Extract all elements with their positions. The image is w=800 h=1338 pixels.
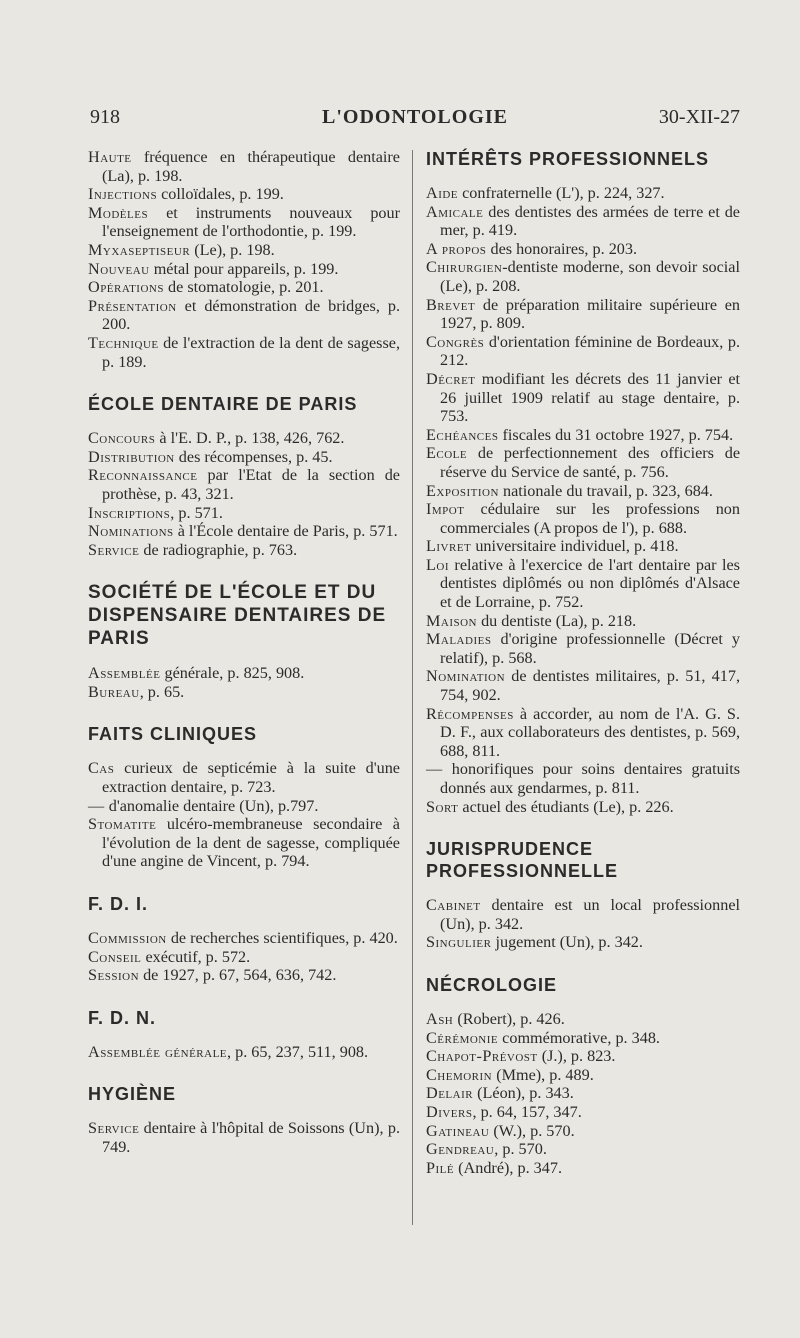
entry-text: honorifiques pour soins dentaires gratuits donnés aux gendarmes, p. 811.	[440, 760, 740, 797]
entry-text: jugement (Un), p. 342.	[491, 933, 643, 952]
left-column	[88, 148, 400, 1157]
entry-text: cédulaire sur les professions non commerciales (A propos de l'), p. 688.	[440, 500, 740, 537]
index-entry	[88, 929, 400, 948]
entry-text: , p. 64, 157, 347.	[472, 1102, 582, 1121]
index-entry	[426, 240, 740, 259]
page-number: 918	[90, 106, 120, 128]
entry-text: des dentistes des armées de terre et de mer, p. 419.	[440, 202, 740, 240]
entry-text: métal pour appareils, p. 199.	[149, 259, 339, 278]
index-entry	[426, 258, 740, 295]
entry-text: , p. 65.	[139, 682, 185, 701]
entry-text: (Mme), p. 489.	[492, 1065, 594, 1084]
entry-keyword: Amicale	[426, 202, 484, 221]
entry-text: à l'École dentaire de Paris, p. 571.	[173, 522, 398, 541]
index-entry	[426, 1010, 740, 1029]
entry-list	[88, 664, 400, 701]
index-entry	[88, 522, 400, 541]
entry-text: de radiographie, p. 763.	[139, 540, 298, 559]
entry-keyword: A propos	[426, 239, 487, 258]
entry-list	[88, 759, 400, 871]
entry-text: par l'Etat de la section de prothèse, p. 43, 321.	[102, 466, 400, 503]
entry-keyword: Congrès	[426, 332, 485, 351]
entry-keyword: Maladies	[426, 630, 492, 649]
entry-text: à l'E. D. P., p. 138, 426, 762.	[155, 429, 345, 448]
index-entry	[88, 664, 400, 683]
index-entry	[426, 1084, 740, 1103]
index-entry	[426, 1103, 740, 1122]
index-entry	[426, 667, 740, 704]
index-entry	[426, 933, 740, 952]
entry-text: , p. 65, 237, 511, 908.	[227, 1042, 369, 1061]
entry-list	[88, 148, 400, 371]
index-entry	[88, 759, 400, 796]
entry-keyword: Divers	[426, 1102, 473, 1121]
entry-text: fréquence en thérapeutique dentaire (La), p. 198.	[102, 148, 400, 185]
index-entry	[426, 444, 740, 481]
entry-keyword: Aide	[426, 184, 459, 202]
index-entry	[426, 630, 740, 667]
section-heading: HYGIÈNE	[88, 1084, 177, 1105]
entry-text: nationale du travail, p. 323, 684.	[498, 481, 713, 500]
entry-keyword: Nouveau	[88, 259, 150, 278]
index-entry	[426, 333, 740, 370]
entry-text: (Robert), p. 426.	[453, 1009, 565, 1028]
index-entry	[426, 537, 740, 556]
entry-keyword: Commission	[88, 929, 167, 948]
index-entry	[426, 482, 740, 501]
entry-text: actuel des étudiants (Le), p. 226.	[458, 797, 674, 816]
entry-text: ulcéro-membraneuse secondaire à l'évolution de la dent de sagesse, compliquée d'une angine de Vincent, p. 794.	[102, 815, 400, 871]
running-header	[90, 106, 740, 136]
index-entry	[426, 1047, 740, 1066]
entry-keyword: Inscriptions	[88, 503, 171, 522]
entry-text: de perfectionnement des officiers de réserve du Service de santé, p. 756.	[440, 444, 740, 481]
entry-text: dentaire à l'hôpital de Soissons (Un), p. 749.	[102, 1119, 400, 1156]
entry-keyword: Injections	[88, 185, 158, 204]
index-entry	[88, 297, 400, 334]
index-entry	[88, 1043, 400, 1062]
entry-keyword: Reconnaissance	[88, 466, 198, 485]
section-heading: F. D. I.	[88, 894, 149, 915]
entry-keyword: Gendreau	[426, 1140, 495, 1159]
right-column	[426, 148, 740, 1177]
section-heading: FAITS CLINIQUES	[88, 724, 258, 745]
entry-keyword: Session	[88, 966, 140, 985]
section-heading: SOCIÉTÉ DE L'ÉCOLE ET DU DISPENSAIRE DENTAIRES DE PARIS	[88, 582, 387, 650]
entry-text: , p. 570.	[494, 1140, 547, 1159]
index-entry	[88, 448, 400, 467]
index-entry	[88, 966, 400, 985]
entry-text: curieux de septicémie à la suite d'une extraction dentaire, p. 723.	[102, 759, 400, 797]
entry-list	[88, 929, 400, 985]
entry-keyword: Technique	[88, 333, 159, 352]
section-heading: NÉCROLOGIE	[426, 974, 558, 995]
entry-text: générale, p. 825, 908.	[160, 664, 305, 683]
entry-keyword: Concours	[88, 429, 156, 448]
index-entry	[426, 426, 740, 445]
index-entry	[88, 204, 400, 241]
index-entry	[88, 148, 400, 185]
index-entry	[426, 500, 740, 537]
index-entry	[88, 1119, 400, 1156]
entry-text: (André), p. 347.	[454, 1158, 562, 1177]
entry-keyword: Ash	[426, 1009, 454, 1028]
entry-keyword: Récompenses	[426, 704, 514, 723]
entry-text: de stomatologie, p. 201.	[163, 278, 324, 297]
entry-text: (Le), p. 198.	[190, 240, 275, 259]
entry-keyword: —	[426, 760, 443, 779]
index-entry	[426, 1066, 740, 1085]
entry-text: universitaire individuel, p. 418.	[471, 537, 679, 556]
entry-keyword: Pilé	[426, 1158, 455, 1177]
index-entry	[426, 705, 740, 761]
entry-keyword: Brevet	[426, 295, 476, 314]
entry-text: de préparation militaire supérieure en 1927, p. 809.	[440, 295, 740, 333]
entry-keyword: Exposition	[426, 481, 499, 500]
entry-text: commémorative, p. 348.	[498, 1028, 660, 1047]
entry-text: confraternelle (L'), p. 224, 327.	[458, 184, 665, 202]
index-entry	[426, 556, 740, 612]
entry-keyword: Opérations	[88, 278, 164, 297]
index-entry	[88, 241, 400, 260]
index-entry	[426, 612, 740, 631]
entry-keyword: Livret	[426, 537, 472, 556]
entry-keyword: Distribution	[88, 447, 175, 466]
index-entry	[426, 1122, 740, 1141]
section-heading: INTÉRÊTS PROFESSIONNELS	[426, 149, 710, 169]
entry-text: , p. 571.	[170, 503, 223, 522]
entry-text: des honoraires, p. 203.	[486, 239, 638, 258]
entry-keyword: Conseil	[88, 947, 142, 966]
entry-text: du dentiste (La), p. 218.	[477, 611, 637, 630]
entry-keyword: Sort	[426, 797, 459, 816]
entry-keyword: Service	[88, 1119, 140, 1138]
entry-list	[88, 429, 400, 559]
entry-text: de l'extraction de la dent de sagesse, p. 189.	[102, 333, 400, 371]
entry-text: dentaire est un local professionnel (Un), p. 342.	[440, 896, 740, 933]
entry-text: exécutif, p. 572.	[141, 947, 251, 966]
entry-text: modifiant les décrets des 11 janvier et 26 juillet 1909 relatif au stage dentaire, p. 753.	[440, 369, 740, 426]
entry-keyword: Ecole	[426, 444, 468, 463]
entry-text: et démonstration de bridges, p. 200.	[102, 296, 400, 334]
entry-keyword: Cas	[88, 759, 115, 778]
entry-list	[88, 1119, 400, 1156]
journal-title: L'ODONTOLOGIE	[321, 106, 508, 128]
entry-text: (Léon), p. 343.	[473, 1084, 574, 1103]
index-entry	[426, 1029, 740, 1048]
entry-keyword: Chirurgien	[426, 258, 503, 277]
index-entry	[426, 296, 740, 333]
entry-list	[426, 184, 740, 816]
index-entry	[426, 1159, 740, 1178]
index-entry	[88, 815, 400, 871]
entry-text: (J.), p. 823.	[537, 1047, 616, 1066]
entry-keyword: Stomatite	[88, 815, 157, 834]
section-heading: ÉCOLE DENTAIRE DE PARIS	[88, 394, 358, 415]
entry-text: d'origine professionnelle (Décret y relatif), p. 568.	[440, 630, 740, 667]
index-entry	[88, 797, 400, 816]
index-entry	[88, 541, 400, 560]
section-heading: F. D. N.	[88, 1007, 157, 1028]
index-entry	[88, 466, 400, 503]
index-entry	[88, 948, 400, 967]
entry-keyword: Myxaseptiseur	[88, 240, 191, 259]
entry-list	[426, 896, 740, 952]
entry-keyword: Gatineau	[426, 1121, 490, 1140]
entry-keyword: Chapot-Prévost	[426, 1047, 538, 1066]
index-entry	[88, 683, 400, 702]
issue-date: 30-XII-27	[658, 106, 740, 128]
entry-keyword: Cérémonie	[426, 1028, 499, 1047]
entry-keyword: Assemblée générale	[88, 1042, 228, 1061]
index-entry	[426, 184, 740, 203]
index-entry	[426, 370, 740, 426]
index-entry	[88, 185, 400, 204]
entry-text: de 1927, p. 67, 564, 636, 742.	[139, 966, 337, 985]
entry-keyword: Présentation	[88, 296, 177, 315]
index-entry	[88, 278, 400, 297]
index-entry	[426, 760, 740, 797]
entry-keyword: Delair	[426, 1084, 474, 1103]
entry-keyword: Assemblée	[88, 664, 161, 683]
entry-text: relative à l'exercice de l'art dentaire par les dentistes diplômés ou non diplômés d'Alsace et de Lorraine, p. 752.	[440, 555, 740, 612]
index-entry	[426, 896, 740, 933]
column-divider	[412, 150, 413, 1225]
entry-keyword: Nomination	[426, 667, 506, 686]
index-entry	[88, 260, 400, 279]
entry-text: d'orientation féminine de Bordeaux, p. 212.	[440, 332, 740, 370]
entry-keyword: Singulier	[426, 933, 492, 952]
section-heading: JURISPRUDENCE PROFESSIONNELLE	[426, 839, 619, 882]
entry-keyword: Loi	[426, 555, 449, 574]
entry-text: -dentiste moderne, son devoir social (Le), p. 208.	[440, 258, 740, 295]
entry-text: colloïdales, p. 199.	[157, 185, 284, 204]
entry-keyword: Nominations	[88, 522, 174, 541]
entry-keyword: Impot	[426, 500, 465, 519]
index-entry	[88, 504, 400, 523]
entry-keyword: Chemorin	[426, 1065, 493, 1084]
entry-list	[88, 1043, 400, 1062]
entry-text: des récompenses, p. 45.	[174, 447, 333, 466]
entry-text: d'anomalie dentaire (Un), p.797.	[104, 796, 319, 815]
entry-text: et instruments nouveaux pour l'enseignement de l'orthodontie, p. 199.	[102, 203, 400, 241]
entry-keyword: Décret	[426, 369, 476, 388]
entry-list	[426, 1010, 740, 1177]
index-entry	[88, 334, 400, 371]
index-entry	[426, 1140, 740, 1159]
entry-keyword: Cabinet	[426, 896, 481, 915]
entry-keyword: Haute	[88, 148, 132, 166]
entry-keyword: Echéances	[426, 425, 499, 444]
index-entry	[426, 798, 740, 817]
entry-keyword: Bureau	[88, 682, 140, 701]
entry-text: fiscales du 31 octobre 1927, p. 754.	[498, 425, 734, 444]
entry-keyword: Modèles	[88, 203, 149, 222]
entry-keyword: Maison	[426, 611, 478, 630]
entry-keyword: —	[88, 796, 105, 815]
entry-text: de dentistes militaires, p. 51, 417, 754, 902.	[440, 667, 740, 705]
entry-text: de recherches scientifiques, p. 420.	[166, 929, 398, 948]
index-entry	[88, 429, 400, 448]
entry-text: (W.), p. 570.	[489, 1121, 575, 1140]
index-entry	[426, 203, 740, 240]
entry-text: à accorder, au nom de l'A. G. S. D. F., aux collaborateurs des dentistes, p. 569, 688, 811.	[440, 704, 740, 760]
entry-keyword: Service	[88, 540, 140, 559]
